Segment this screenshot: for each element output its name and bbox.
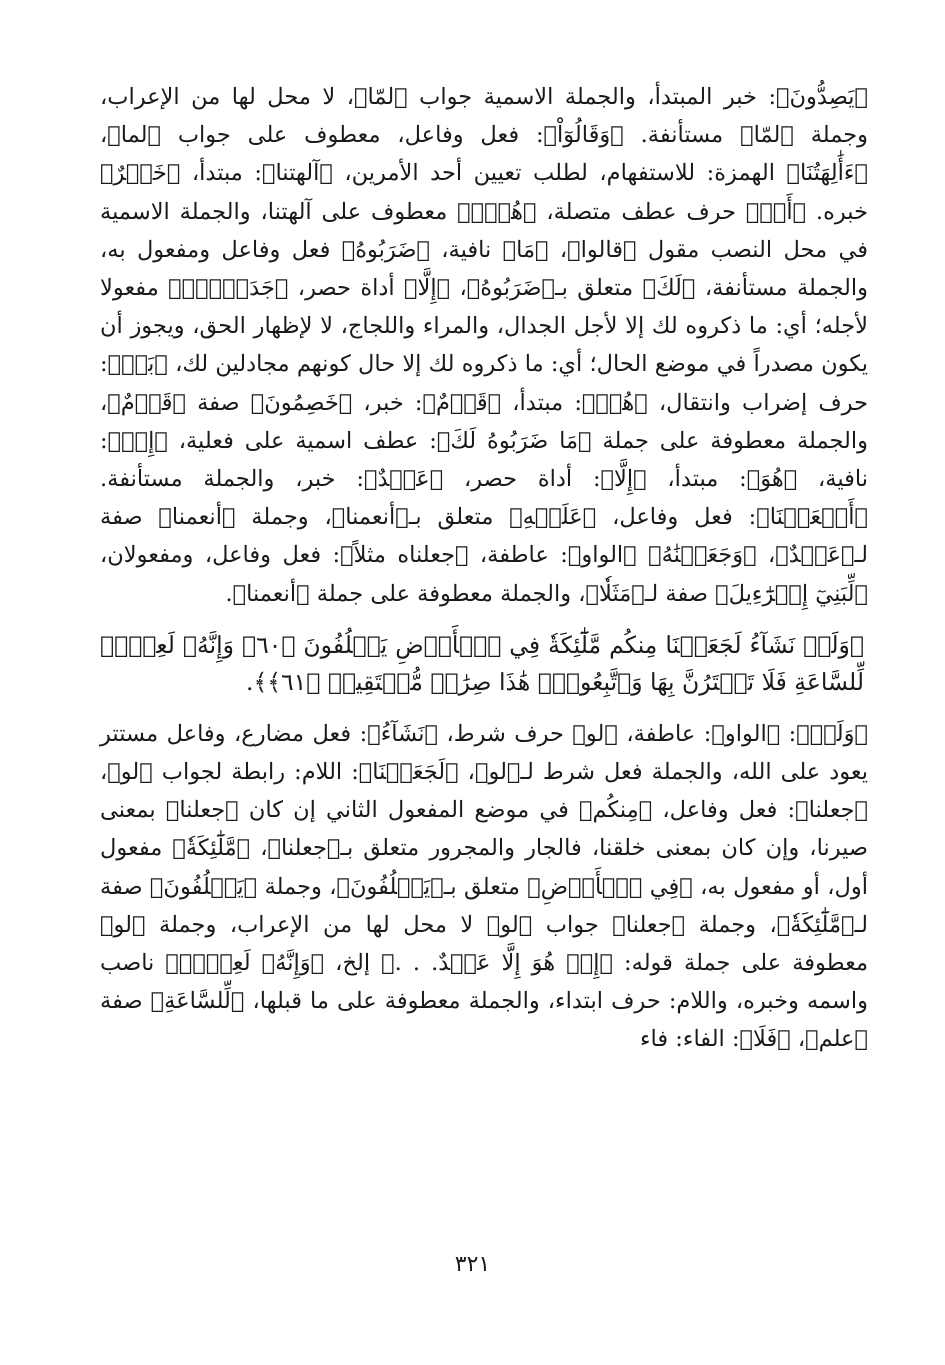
page-body bbox=[100, 78, 868, 1059]
quran-verse-block: ﴿وَلَوۡ نَشَآءُ لَجَعَلۡنَا مِنكُم مَّلَٰٓئِكَةٗ فِي ٱلۡأَرۡضِ يَخۡلُفُونَ ﴿٦٠﴾ وَإِنَّهُۥ لَعِلۡمٞ لِّلسَّاعَةِ فَلَا تَمۡتَرُنَّ بِهَا وَٱتَّبِعُونِۚ هَٰذَا صِرَٰطٞ مُّسۡتَقِيمٞ ﴿٦١﴾﴾. bbox=[100, 630, 864, 696]
page-number: ٣٢١ bbox=[454, 1252, 491, 1277]
commentary-paragraph-2: ﴿وَلَوۡ﴾: ﴿الواو﴾: عاطفة، ﴿لو﴾ حرف شرط، ﴿نَشَآءُ﴾: فعل مضارع، وفاعل مستتر يعود على الله، والجملة فعل شرط لـ﴿لو﴾، ﴿لَجَعَلۡنَا﴾: اللام: رابطة لجواب ﴿لو﴾، ﴿جعلنا﴾: فعل وفاعل، ﴿مِنكُم﴾ في موضع المفعول الثاني إن كان ﴿جعلنا﴾ بمعنى صيرنا، وإن كان بمعنى خلقنا، فالجار والمجرور متعلق بـ﴿جعلنا﴾، ﴿مَّلَٰٓئِكَةٗ﴾ مفعول أول، أو مفعول به، ﴿فِي ٱلۡأَرۡضِ﴾ متعلق بـ﴿يَخۡلُفُونَ﴾، وجملة ﴿يَخۡلُفُونَ﴾ صفة لـ﴿مَّلَٰٓئِكَةٗ﴾، وجملة ﴿جعلنا﴾ جواب ﴿لو﴾ لا محل لها من الإعراب، وجملة ﴿لو﴾ معطوفة على جملة قوله: ﴿إِنۡ هُوَ إِلَّا عَبۡدٌ. . .﴾ إلخ، ﴿وَإِنَّهُۥ لَعِلۡمٞ﴾ ناصب واسمه وخبره، واللام: حرف ابتداء، والجملة معطوفة على ما قبلها، ﴿لِّلسَّاعَةِ﴾ صفة ﴿علم﴾، ﴿فَلَا﴾: الفاء: فاء bbox=[100, 720, 868, 1053]
commentary-paragraph-1: ﴿يَصِدُّونَ﴾: خبر المبتدأ، والجملة الاسمية جواب ﴿لمّا﴾، لا محل لها من الإعراب، وجملة ﴿لمّا﴾ مستأنفة. ﴿وَقَالُوٓاْ﴾: فعل وفاعل، معطوف على جواب ﴿لما﴾، ﴿ءَأَٰلِهَتُنَا﴾ الهمزة: للاستفهام، لطلب تعيين أحد الأمرين، ﴿آلهتنا﴾: مبتدأ، ﴿خَيۡرٌ﴾ خبره. ﴿أَمۡ﴾ حرف عطف متصلة، ﴿هُوَۚ﴾ معطوف على آلهتنا، والجملة الاسمية في محل النصب مقول ﴿قالوا﴾، ﴿مَا﴾ نافية، ﴿ضَرَبُوهُ﴾ فعل وفاعل ومفعول به، والجملة مستأنفة، ﴿لَكَ﴾ متعلق بـ﴿ضَرَبُوهُ﴾، ﴿إِلَّا﴾ أداة حصر، ﴿جَدَلَۢاۚ﴾ مفعولا لأجله؛ أي: ما ذكروه لك إلا لأجل الجدال، والمراء واللجاج، لا لإظهار الحق، ويجوز أن يكون مصدراً في موضع الحال؛ أي: ما ذكروه لك إلا حال كونهم مجادلين لك، ﴿بَلۡ﴾: حرف إضراب وانتقال، ﴿هُمۡ﴾: مبتدأ، ﴿قَوۡمٌ﴾: خبر، ﴿خَصِمُونَ﴾ صفة ﴿قَوۡمٌ﴾، والجملة معطوفة على جملة ﴿مَا ضَرَبُوهُ لَكَ﴾: عطف اسمية على فعلية، ﴿إِنۡ﴾: نافية، ﴿هُوَ﴾: مبتدأ، ﴿إِلَّا﴾: أداة حصر، ﴿عَبۡدٌ﴾: خبر، والجملة مستأنفة. ﴿أَنۡعَمۡنَا﴾: فعل وفاعل، ﴿عَلَيۡهِ﴾ متعلق بـ﴿أنعمنا﴾، وجملة ﴿أنعمنا﴾ صفة لـ﴿عَبۡدٌ﴾، ﴿وَجَعَلۡنَٰهُ﴾ ﴿الواو﴾: عاطفة، ﴿جعلناه مثلاً﴾: فعل وفاعل، ومفعولان، ﴿لِّبَنِيٓ إِسۡرَٰٓءِيلَ﴾ صفة لـ﴿مَثَلٗا﴾، والجملة معطوفة على جملة ﴿أنعمنا﴾. bbox=[100, 84, 868, 607]
